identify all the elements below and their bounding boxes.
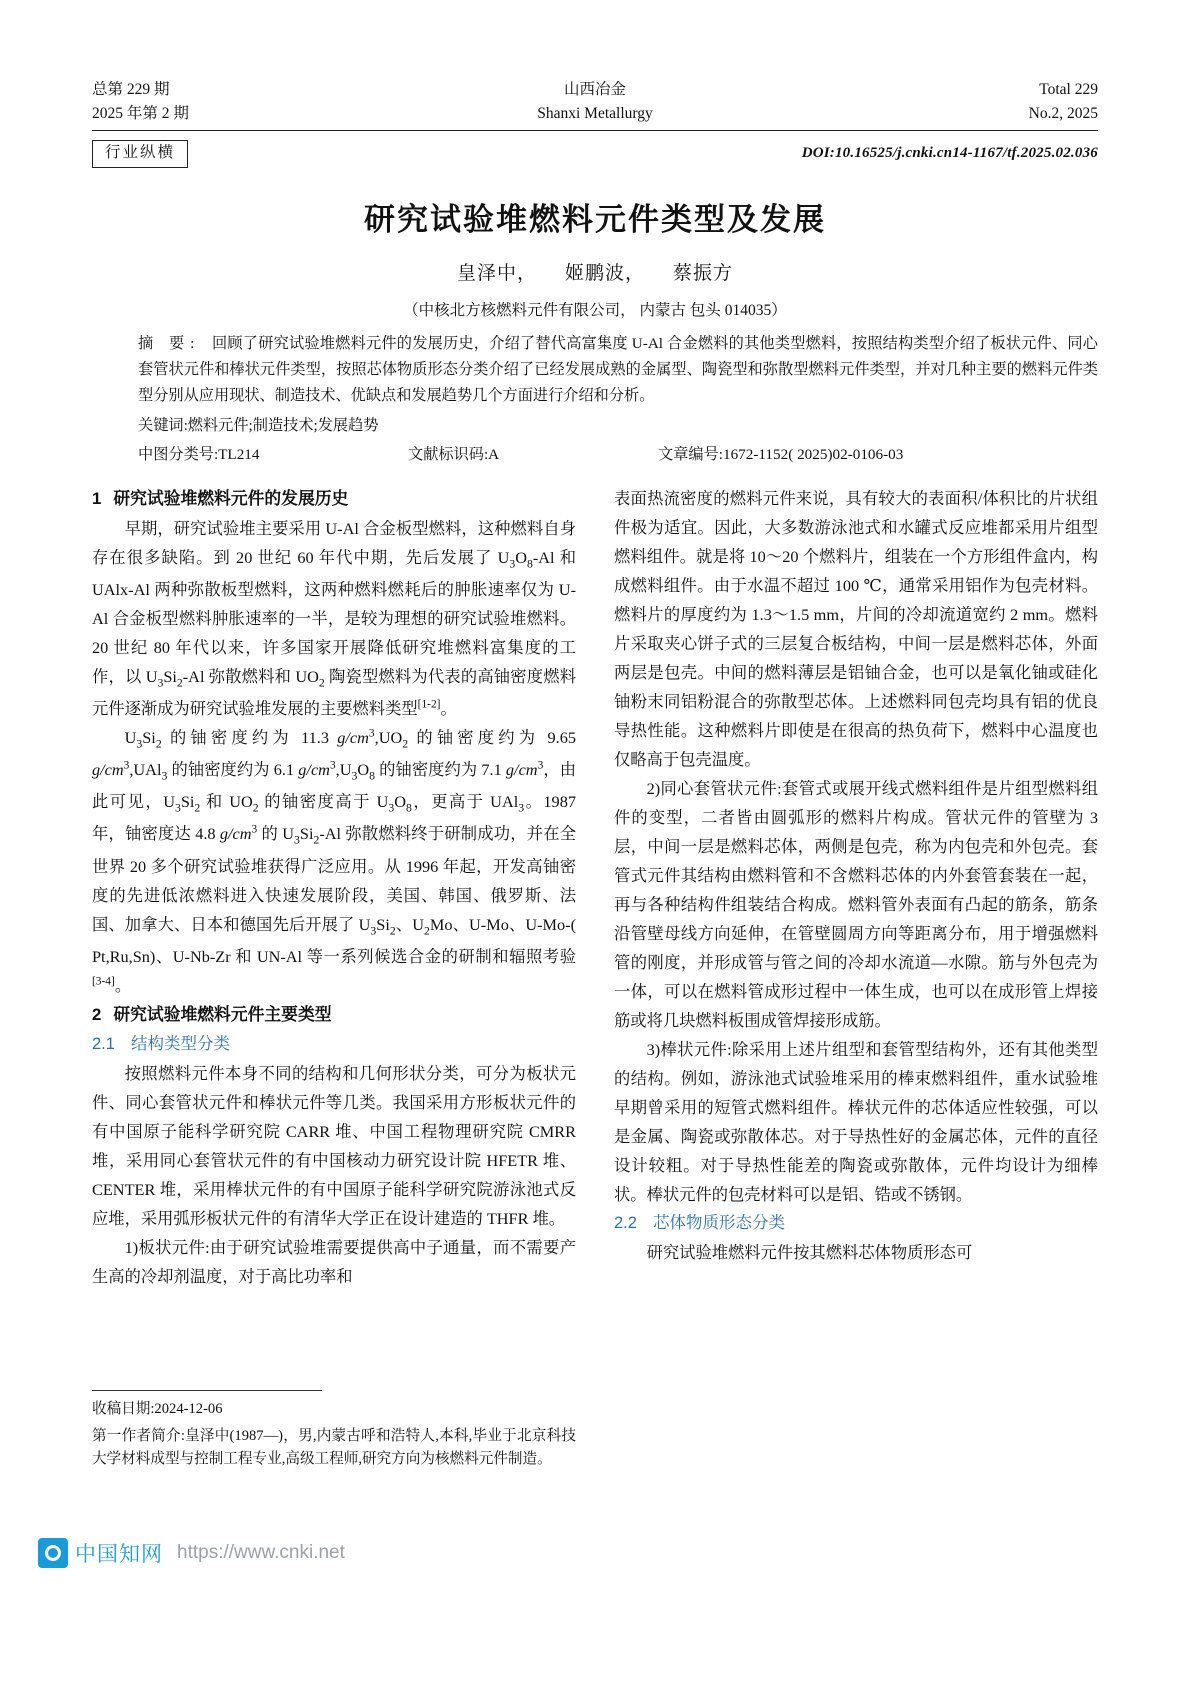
author-1: 皇泽中， bbox=[456, 262, 537, 284]
section-2-2-number: 2.2 bbox=[614, 1213, 637, 1232]
article-number: 文章编号:1672-1152( 2025)02-0106-03 bbox=[658, 445, 904, 463]
subsection-heading-2-2 bbox=[614, 1209, 1098, 1238]
paragraph: 3)棒状元件:除采用上述片组型和套管型结构外，还有其他类型的结构。例如，游泳池式试验堆采用的棒束燃料组件，重水试验堆早期曾采用的短管式燃料组件。棒状元件的芯体适应性较强，可以是金属、陶瓷或弥散体芯。对于导热性好的金属芯体，元件的直径设计较粗。对于导热性能差的陶瓷或弥散体，元件均设计为细棒状。棒状元件的包壳材料可以是铝、锆或不锈钢。 bbox=[614, 1039, 1098, 1204]
issue-left-line1: 总第 229 期 bbox=[92, 81, 170, 98]
classification-row bbox=[92, 443, 1098, 464]
author-bio-text: 皇泽中(1987—)，男,内蒙古呼和浩特人,本科,毕业于北京科技大学材料成型与控制工程专业,高级工程师,研究方向为核燃料元件制造。 bbox=[92, 1427, 576, 1468]
category-badge: 行业纵横 bbox=[92, 140, 188, 168]
journal-name-cn: 山西冶金 bbox=[563, 81, 626, 98]
section-2-1-number: 2.1 bbox=[92, 1034, 115, 1053]
paragraph: 按照燃料元件本身不同的结构和几何形状分类，可分为板状元件、同心套管状元件和棒状元件等几类。我国采用方形板状元件的有中国原子能科学研究院 CARR 堆、中国工程物理研究院 CMRR 堆，采用同心套管状元件的有中国核动力研究设计院 HFETR 堆、CENTER 堆，采用棒状元件的有中国原子能科学研究院游泳池式反应堆，采用弧形板状元件的有清华大学正在设计建造的 THFR 堆。 bbox=[92, 1063, 576, 1228]
author-2: 姬鹏波， bbox=[564, 262, 645, 284]
author-3: 蔡振方 bbox=[673, 262, 734, 284]
clc-number: 中图分类号:TL214 bbox=[138, 445, 260, 463]
author-bio-label: 第一作者简介: bbox=[92, 1427, 185, 1444]
issue-right-line2: No.2, 2025 bbox=[1028, 105, 1098, 123]
abstract-block bbox=[92, 331, 1098, 409]
paragraph: $U_3Si_2$ 的铀密度约为 11.3 $g/cm^3,UO_2$ 的铀密度约为 9.65 $g/cm^3,UAl_3$ 的铀密度约为 6.1 $g/cm^3,U_3O_8$ 的铀密度约为 7.1 $g/cm^3$，由此可见，$U_3Si_2$ 和 $UO_2$ 的铀密度高于 $U_3O_8$，更高于 UAl$_3$。1987 年，铀密度达 4.8 $g/cm^3$ 的 $U_3Si_2-Al$ 弥散燃料终于研制成功，并在全世界 20 多个研究试验堆获得广泛应用。从 1996 年起，开发高铀密度的先进低浓燃料进入快速发展阶段，美国、韩国、俄罗斯、法国、加拿大、日本和德国先后开展了 $U_3Si_2$、$U_2Mo$、U-Mo、U-Mo-( Pt,Ru,Sn)、U-Nb-Zr 和 UN-Al 等一系列候选合金的研制和辐照考验[3-4]。 bbox=[92, 727, 576, 995]
cnki-watermark bbox=[38, 1538, 345, 1568]
footnote-divider bbox=[92, 1390, 322, 1391]
paragraph: 1)板状元件:由于研究试验堆需要提供高中子通量，而不需要产生高的冷却剂温度，对于高比功率和 bbox=[92, 1237, 576, 1286]
paragraph: 研究试验堆燃料元件按其燃料芯体物质形态可 bbox=[646, 1243, 973, 1263]
section-2-2-title: 芯体物质形态分类 bbox=[652, 1213, 785, 1232]
doi-text: DOI:10.16525/j.cnki.cn14-1167/tf.2025.02.036 bbox=[801, 145, 1098, 162]
running-head bbox=[92, 78, 1098, 131]
section-2-1-title: 结构类型分类 bbox=[130, 1034, 230, 1053]
paragraph: 表面热流密度的燃料元件来说，具有较大的表面积/体积比的片状组件极为适宜。因此，大多数游泳池式和水罐式反应堆都采用片组型燃料组件。就是将 10～20 个燃料片，组装在一个方形组件盒内，构成燃料组件。由于水温不超过 100 ℃，通常采用铝作为包壳材料。燃料片的厚度约为 1.3～1.5 mm，片间的冷却流道宽约 2 mm。燃料片采取夹心饼子式的三层复合板结构，中间一层是燃料芯体，外面两层是包壳。中间的燃料薄层是铝铀合金，也可以是氧化铀或硅化铀粉末同铝粉混合的弥散型芯体。上述燃料同包壳均具有铝的优良导热性能。这种燃料片即使是在很高的热负荷下，燃料中心温度也仅略高于包壳温度。 bbox=[614, 488, 1098, 769]
abstract-text: 回顾了研究试验堆燃料元件的发展历史，介绍了替代高富集度 U-Al 合金燃料的其他类型燃料，按照结构类型介绍了板状元件、同心套管状元件和棒状元件类型，按照芯体物质形态分类介绍了已经发展成熟的金属型、陶瓷型和弥散型燃料元件类型，并对几种主要的燃料元件类型分别从应用现状、制造技术、优缺点和发展趋势几个方面进行介绍和分析。 bbox=[138, 334, 1098, 404]
right-column bbox=[614, 484, 1098, 1291]
cnki-name: 中国知网 bbox=[75, 1543, 163, 1566]
section-1-title: 研究试验堆燃料元件的发展历史 bbox=[113, 488, 349, 508]
cnki-logo bbox=[38, 1538, 163, 1568]
page-title: 研究试验堆燃料元件类型及发展 bbox=[364, 201, 826, 237]
journal-name-en: Shanxi Metallurgy bbox=[537, 105, 653, 123]
left-column bbox=[92, 484, 576, 1291]
document-code: 文献标识码:A bbox=[408, 445, 500, 463]
received-date: 收稿日期:2024-12-06 bbox=[92, 1401, 223, 1417]
section-2-title: 研究试验堆燃料元件主要类型 bbox=[113, 1004, 332, 1024]
keywords: 关键词:燃料元件;制造技术;发展趋势 bbox=[138, 417, 379, 435]
paragraph: 2)同心套管状元件:套管式或展开线式燃料组件是片组型燃料组件的变型，二者皆由圆弧形的燃料片构成。管状元件的管壁为 3 层，中间一层是燃料芯体，两侧是包壳，称为内包壳和外包壳。套管式元件其结构由燃料管和不含燃料芯体的内外套管套装在一起，再与各种结构件组装结合构成。燃料管外表面有凸起的筋条，筋条沿管壁母线方向延伸，在管壁圆周方向等距离分布，用于增强燃料管的刚度，并形成管与管之间的冷却水流道—水隙。筋与外包壳为一体，可以在燃料管成形过程中一体生成，也可以在成形管上焊接筋或将几块燃料板围成管焊接形成筋。 bbox=[614, 778, 1098, 1030]
footnote-block bbox=[92, 1390, 576, 1472]
issue-right-line1: Total 229 bbox=[1039, 81, 1098, 98]
cnki-mark-icon bbox=[38, 1538, 68, 1568]
cnki-url: https://www.cnki.net bbox=[177, 1542, 345, 1563]
category-doi-row bbox=[92, 140, 1098, 168]
author-bio bbox=[92, 1425, 576, 1472]
affiliation: （中核北方核燃料元件有限公司， 内蒙古 包头 014035） bbox=[403, 301, 787, 319]
subsection-heading-2-1 bbox=[92, 1030, 576, 1059]
section-1-number: 1 bbox=[92, 488, 102, 508]
paper-content bbox=[92, 78, 1098, 1291]
section-heading-2 bbox=[92, 1000, 576, 1030]
paragraph: 早期，研究试验堆主要采用 U-Al 合金板型燃料，这种燃料自身存在很多缺陷。到 20 世纪 60 年代中期，先后发展了 $U_3O_8-Al$ 和 UAlx-Al 两种弥散板型燃料，这两种燃料燃耗后的肿胀速率仅为 U-Al 合金板型燃料肿胀速率的一半，是较为理想的研究试验堆燃料。20 世纪 80 年代以来，许多国家开展降低研究堆燃料富集度的工作，以 $U_3Si_2-Al$ 弥散燃料和 $UO_2$ 陶瓷型燃料为代表的高铀密度燃料元件逐渐成为研究试验堆发展的主要燃料类型[1-2]。 bbox=[92, 518, 576, 719]
body-columns bbox=[92, 484, 1098, 1291]
author-list bbox=[92, 258, 1098, 285]
issue-left-line2: 2025 年第 2 期 bbox=[92, 105, 189, 123]
section-heading-1 bbox=[92, 484, 576, 514]
section-2-number: 2 bbox=[92, 1004, 102, 1024]
abstract-label: 摘 要: bbox=[138, 334, 201, 352]
